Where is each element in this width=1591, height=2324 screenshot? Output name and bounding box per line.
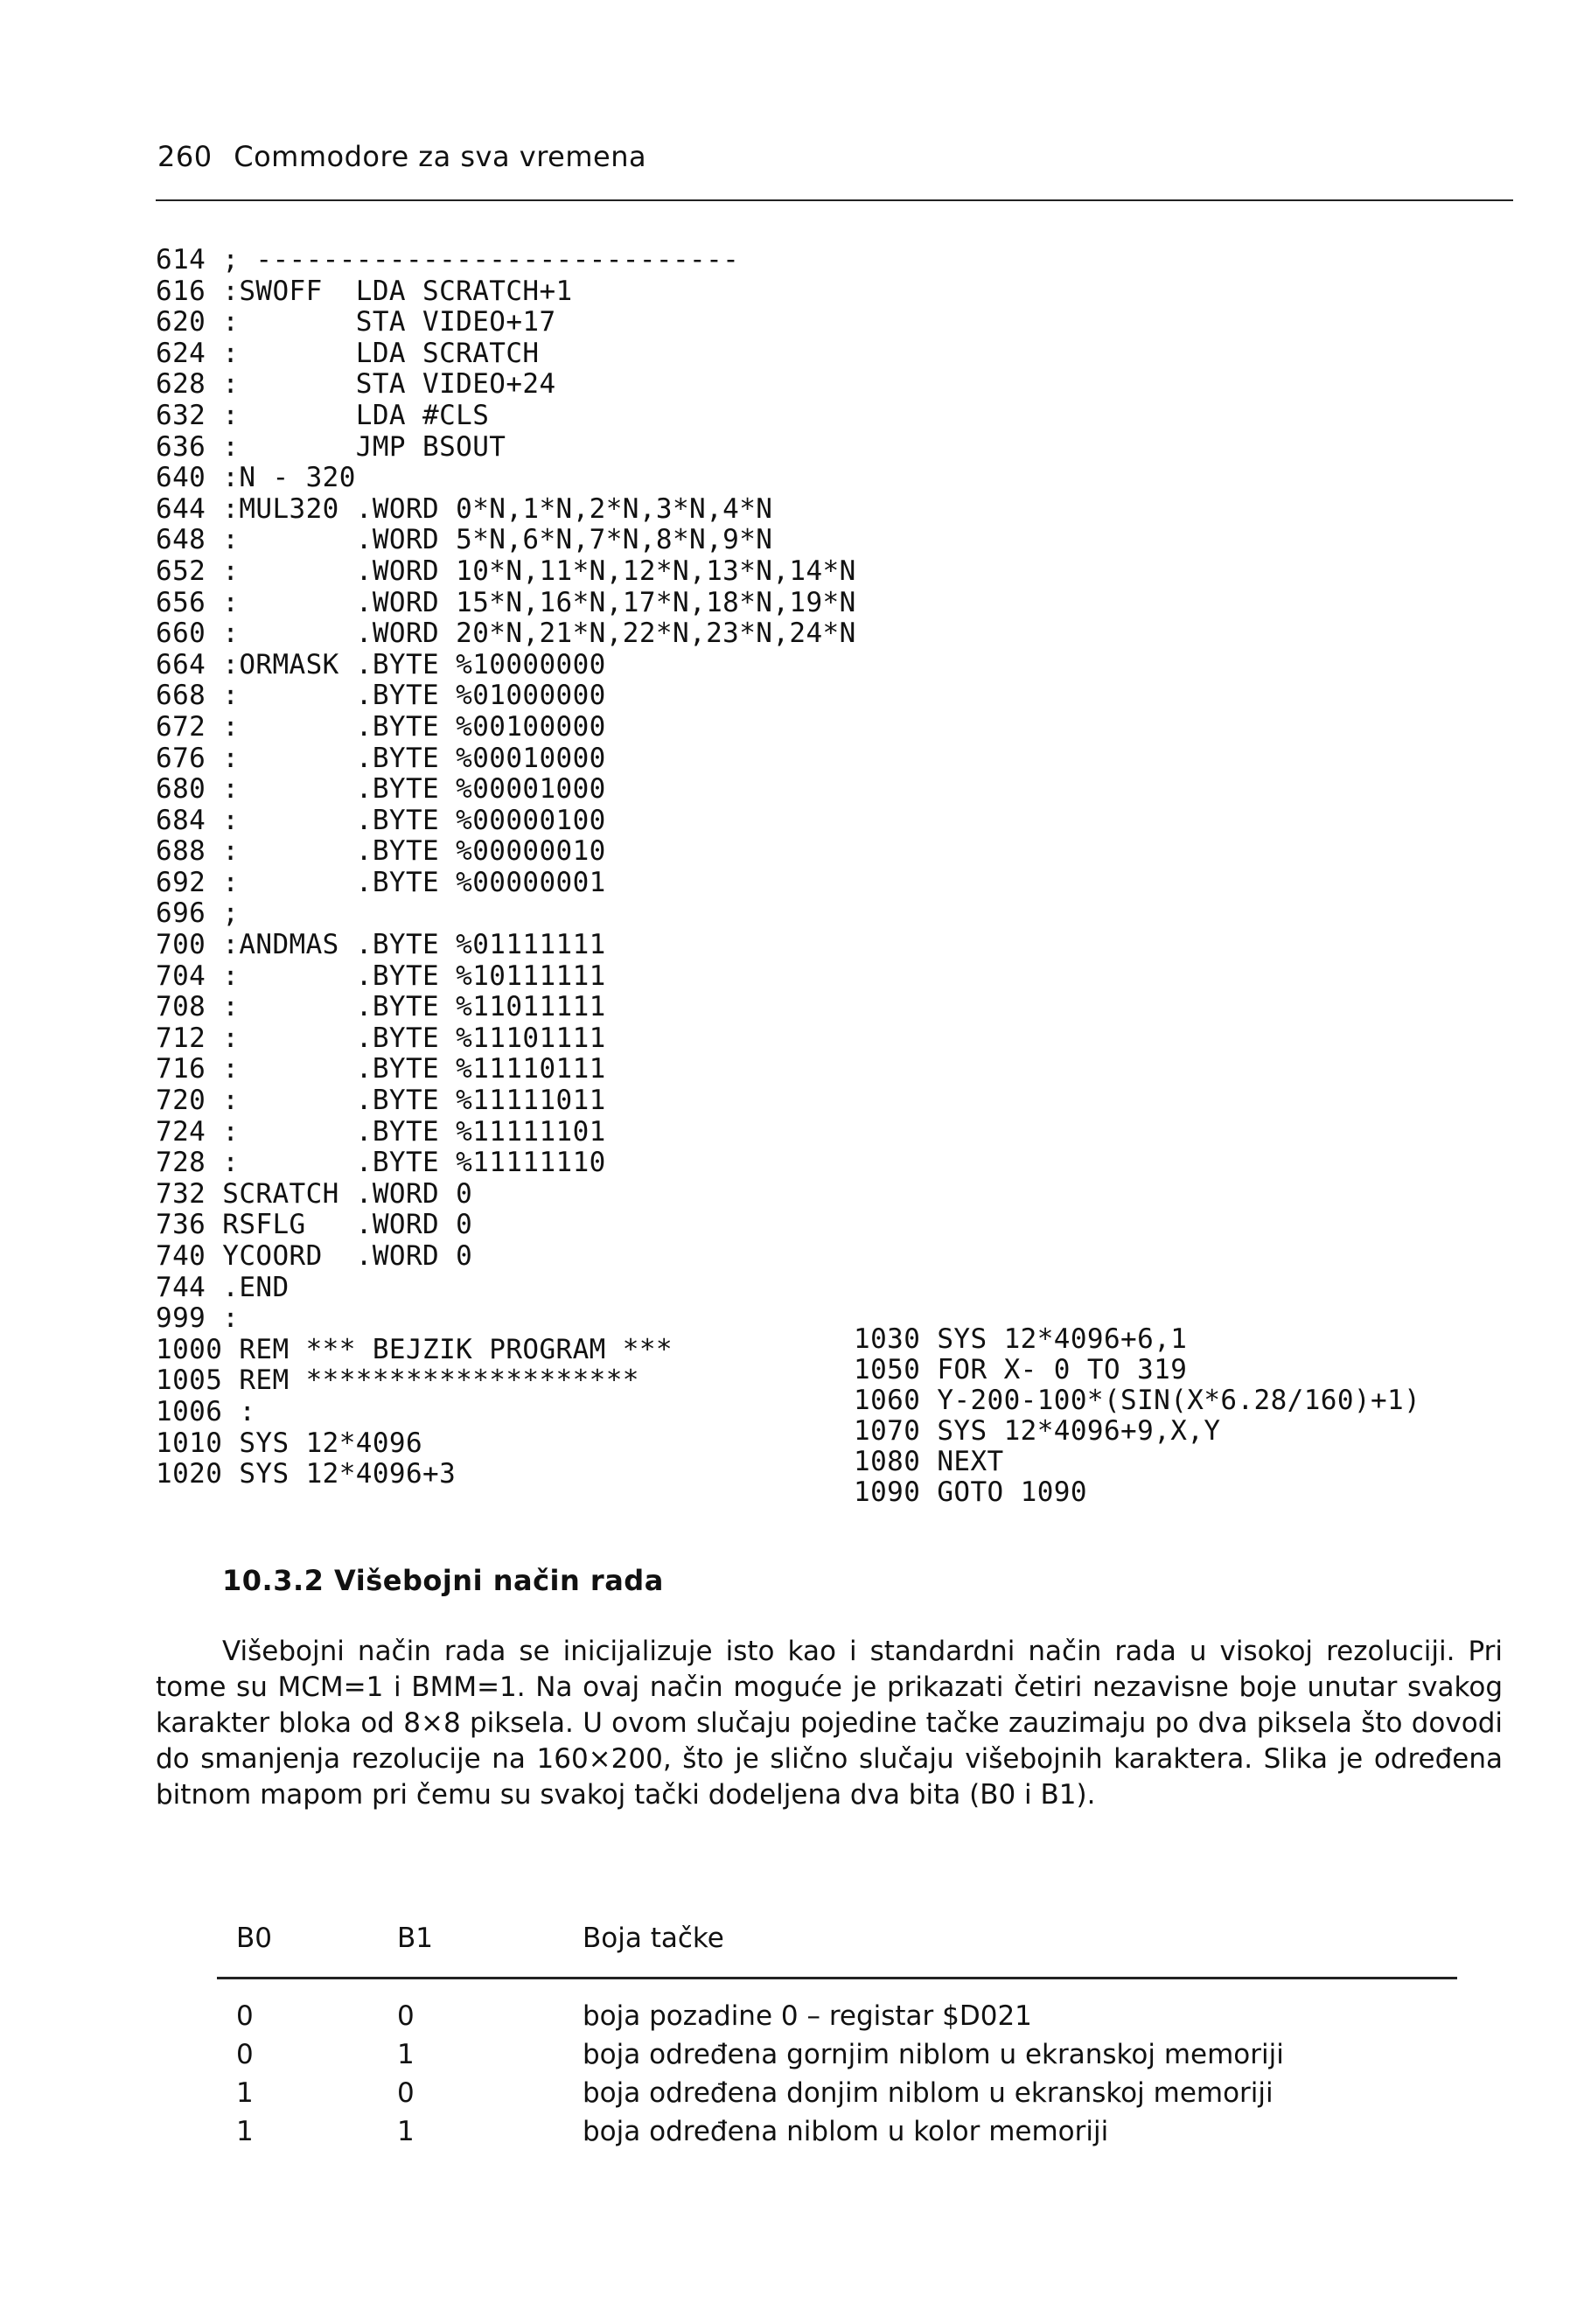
code-line: 1050 FOR X- 0 TO 319 xyxy=(854,1354,1188,1385)
body-paragraph xyxy=(156,1634,1503,1813)
code-line: 624 : LDA SCRATCH xyxy=(156,337,540,369)
code-line: 1010 SYS 12*4096 xyxy=(156,1427,423,1459)
cell-b0: 1 xyxy=(236,2077,254,2109)
header-rule xyxy=(156,199,1513,201)
book-title: Commodore za sva vremena xyxy=(234,140,647,173)
code-line: 1020 SYS 12*4096+3 xyxy=(156,1458,457,1490)
code-line: 644 :MUL320 .WORD 0*N,1*N,2*N,3*N,4*N xyxy=(156,492,773,525)
code-listing-left xyxy=(156,245,856,1490)
code-line: 740 YCOORD .WORD 0 xyxy=(156,1240,473,1272)
code-line: 688 : .BYTE %00000010 xyxy=(156,835,606,868)
paragraph-text: Višebojni način rada se inicijalizuje isto kao i standardni način rada u visokoj rezoluciji. Pri tome su MCM=1 i BMM=1. Na ovaj način moguće je prikazati četiri nezavisne boje unutar svakog karakter bloka od 8×8 piksela. U ovom slučaju pojedine tačke zauzimaju po dva piksela što dovodi do smanjenja rezolucije na 160×200, što je slično slučaju višebojnih karaktera. Slika je određena bitnom mapom pri čemu su svakoj tački dodeljena dva bita (B0 i B1). xyxy=(156,1636,1503,1811)
bit-color-table xyxy=(217,1916,1457,2151)
code-line: 704 : .BYTE %10111111 xyxy=(156,960,606,992)
code-line: 1005 REM ******************** xyxy=(156,1364,639,1397)
code-line: 656 : .WORD 15*N,16*N,17*N,18*N,19*N xyxy=(156,586,856,618)
cell-color: boja određena gornjim niblom u ekranskoj memoriji xyxy=(583,2039,1284,2070)
cell-b0: 1 xyxy=(236,2116,254,2147)
code-line: 720 : .BYTE %11111011 xyxy=(156,1085,606,1117)
code-line: 660 : .WORD 20*N,21*N,22*N,23*N,24*N xyxy=(156,618,856,650)
code-line: 680 : .BYTE %00001000 xyxy=(156,773,606,806)
code-line: 700 :ANDMAS .BYTE %01111111 xyxy=(156,929,606,961)
table-header-row xyxy=(217,1916,1457,1979)
column-header-b1: B1 xyxy=(378,1916,563,1979)
cell-b1: 1 xyxy=(397,2116,415,2147)
table-row xyxy=(217,1979,1457,2036)
table-row xyxy=(217,2074,1457,2112)
code-line: 716 : .BYTE %11110111 xyxy=(156,1053,606,1085)
code-line: 724 : .BYTE %11111101 xyxy=(156,1115,606,1148)
code-line: 1006 : xyxy=(156,1395,256,1427)
cell-b1: 0 xyxy=(397,2077,415,2109)
table-row xyxy=(217,2112,1457,2151)
code-line: 708 : .BYTE %11011111 xyxy=(156,991,606,1023)
code-line: 676 : .BYTE %00010000 xyxy=(156,742,606,774)
code-line: 628 : STA VIDEO+24 xyxy=(156,368,556,401)
code-line: 636 : JMP BSOUT xyxy=(156,430,506,463)
code-line: 640 :N - 320 xyxy=(156,462,356,494)
code-line: 1070 SYS 12*4096+9,X,Y xyxy=(854,1415,1221,1447)
code-line: 1060 Y-200-100*(SIN(X*6.28/160)+1) xyxy=(854,1385,1421,1416)
section-heading: 10.3.2 Višebojni način rada xyxy=(222,1564,664,1597)
code-line: 668 : .BYTE %01000000 xyxy=(156,680,606,712)
cell-b0: 0 xyxy=(236,2000,254,2032)
page-header xyxy=(157,140,646,173)
code-line: 632 : LDA #CLS xyxy=(156,399,490,431)
code-line: 999 : xyxy=(156,1302,240,1335)
code-line: 1090 GOTO 1090 xyxy=(854,1476,1087,1508)
cell-b0: 0 xyxy=(236,2039,254,2070)
code-listing-right xyxy=(854,1324,1420,1508)
code-line: 648 : .WORD 5*N,6*N,7*N,8*N,9*N xyxy=(156,524,773,556)
cell-color: boja određena niblom u kolor memoriji xyxy=(583,2116,1109,2147)
code-line: 1080 NEXT xyxy=(854,1446,1004,1477)
code-line: 652 : .WORD 10*N,11*N,12*N,13*N,14*N xyxy=(156,555,856,587)
code-line: 728 : .BYTE %11111110 xyxy=(156,1147,606,1179)
code-line: 744 .END xyxy=(156,1271,290,1303)
table-row xyxy=(217,2035,1457,2074)
code-line: 1000 REM *** BEJZIK PROGRAM *** xyxy=(156,1333,673,1365)
code-line: 692 : .BYTE %00000001 xyxy=(156,866,606,898)
code-line: 1030 SYS 12*4096+6,1 xyxy=(854,1323,1188,1355)
code-line: 620 : STA VIDEO+17 xyxy=(156,306,556,338)
code-line: 736 RSFLG .WORD 0 xyxy=(156,1209,473,1241)
code-line: 696 ; xyxy=(156,897,240,930)
column-header-color: Boja tačke xyxy=(563,1916,1457,1979)
column-header-b0: B0 xyxy=(217,1916,378,1979)
code-line: 616 :SWOFF LDA SCRATCH+1 xyxy=(156,275,573,307)
cell-b1: 0 xyxy=(397,2000,415,2032)
code-line: 664 :ORMASK .BYTE %10000000 xyxy=(156,648,606,680)
code-line: 732 SCRATCH .WORD 0 xyxy=(156,1177,473,1210)
cell-b1: 1 xyxy=(397,2039,415,2070)
code-line: 672 : .BYTE %00100000 xyxy=(156,710,606,743)
cell-color: boja pozadine 0 – registar $D021 xyxy=(583,2000,1032,2032)
code-line: 614 ; ----------------------------- xyxy=(156,244,740,276)
code-line: 684 : .BYTE %00000100 xyxy=(156,804,606,836)
page-number: 260 xyxy=(157,140,213,173)
code-line: 712 : .BYTE %11101111 xyxy=(156,1022,606,1054)
cell-color: boja određena donjim niblom u ekranskoj memoriji xyxy=(583,2077,1273,2109)
